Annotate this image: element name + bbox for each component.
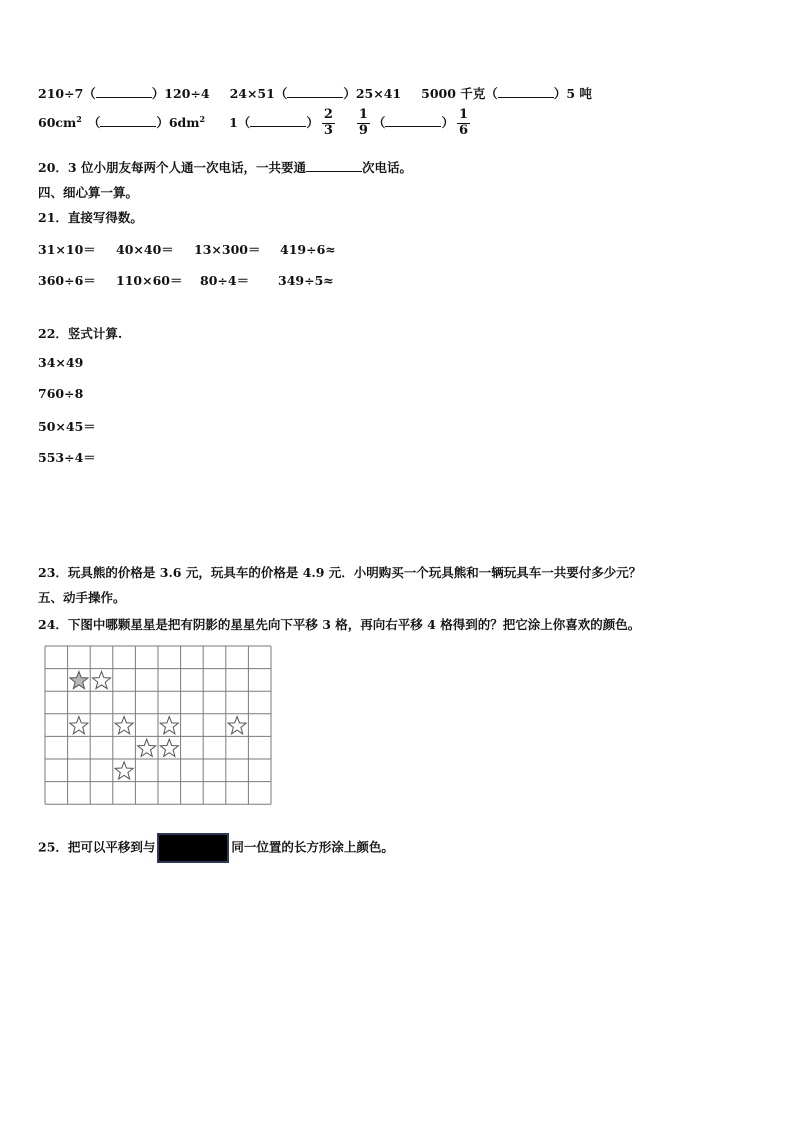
question-22-title: 22．竖式计算. [38, 326, 123, 341]
compare-1-left: 210÷7 [38, 86, 84, 101]
compare-5-left: 1 [229, 114, 238, 130]
answer-blank[interactable] [96, 85, 152, 98]
star-icon[interactable] [92, 671, 110, 688]
vertical-calc-item: 50×45＝ [38, 419, 96, 434]
star-grid [44, 645, 272, 820]
star-icon[interactable] [138, 739, 156, 756]
calc-item: 110×60＝ [116, 273, 183, 288]
question-24: 24．下图中哪颗星星是把有阴影的星星先向下平移 3 格，再向右平移 4 格得到的？把它涂上你喜欢的颜色。 [38, 617, 641, 632]
vertical-calc-item: 34×49 [38, 355, 84, 370]
compare-4-left: 60cm [38, 114, 77, 130]
compare-3-left: 5000 千克 [421, 86, 486, 101]
fraction-1-9: $\frac{1}{9}$ [358, 107, 368, 138]
compare-row-2: $60cm^2$ （ ）$6dm^2$ 1（ ） $\frac{2}{3}$ $\frac{1}{9}$ （ ） $\frac{1}{6}$ [38, 107, 468, 138]
calc-item: 80÷4＝ [200, 273, 250, 288]
calc-item: 13×300＝ [194, 242, 261, 257]
calc-item: 31×10＝ [38, 242, 96, 257]
shaded-star-icon[interactable] [70, 671, 88, 688]
star-icon[interactable] [228, 717, 246, 734]
fraction-2-3: $\frac{2}{3}$ [323, 107, 333, 138]
star-icon[interactable] [115, 762, 133, 779]
target-rectangle [157, 833, 229, 863]
answer-blank[interactable] [385, 114, 441, 127]
compare-3-right: 5 吨 [566, 86, 592, 101]
calc-item: 360÷6＝ [38, 273, 96, 288]
vertical-calc-item: 553÷4＝ [38, 450, 96, 465]
question-21-row-1 [38, 240, 336, 258]
answer-blank[interactable] [287, 85, 343, 98]
answer-blank[interactable] [306, 159, 362, 172]
calc-item: 40×40＝ [116, 242, 174, 257]
compare-row-1: 210÷7（ ）120÷4 24×51（ ）25×41 5000 千克（ ）5 吨 [38, 86, 592, 101]
star-icon[interactable] [160, 739, 178, 756]
answer-blank[interactable] [250, 114, 306, 127]
section-heading-5: 五、动手操作。 [38, 590, 126, 605]
answer-blank[interactable] [498, 85, 554, 98]
compare-2-left: 24×51 [229, 86, 275, 101]
compare-1-right: 120÷4 [164, 86, 210, 101]
section-heading-4: 四、细心算一算。 [38, 185, 139, 200]
question-25: 25．把可以平移到与 同一位置的长方形涂上颜色。 [38, 833, 394, 863]
answer-blank[interactable] [100, 114, 156, 127]
question-21-title: 21．直接写得数。 [38, 210, 143, 225]
star-icon[interactable] [115, 717, 133, 734]
star-icon[interactable] [160, 717, 178, 734]
vertical-calc-item: 760÷8 [38, 386, 84, 401]
question-20: 20．3 位小朋友每两个人通一次电话，一共要通 次电话。 [38, 160, 412, 175]
compare-2-right: 25×41 [355, 86, 402, 101]
calc-item: 419÷6≈ [280, 242, 336, 257]
compare-4-right: 6dm [168, 114, 200, 130]
question-23: 23．玩具熊的价格是 3.6 元，玩具车的价格是 4.9 元．小明购买一个玩具熊和一辆玩具车一共要付多少元？ [38, 565, 642, 580]
calc-item: 349÷5≈ [278, 273, 334, 288]
star-icon[interactable] [70, 717, 88, 734]
question-21-row-2 [38, 271, 334, 289]
star-grid-figure [44, 645, 272, 817]
fraction-1-6: $\frac{1}{6}$ [458, 107, 468, 138]
